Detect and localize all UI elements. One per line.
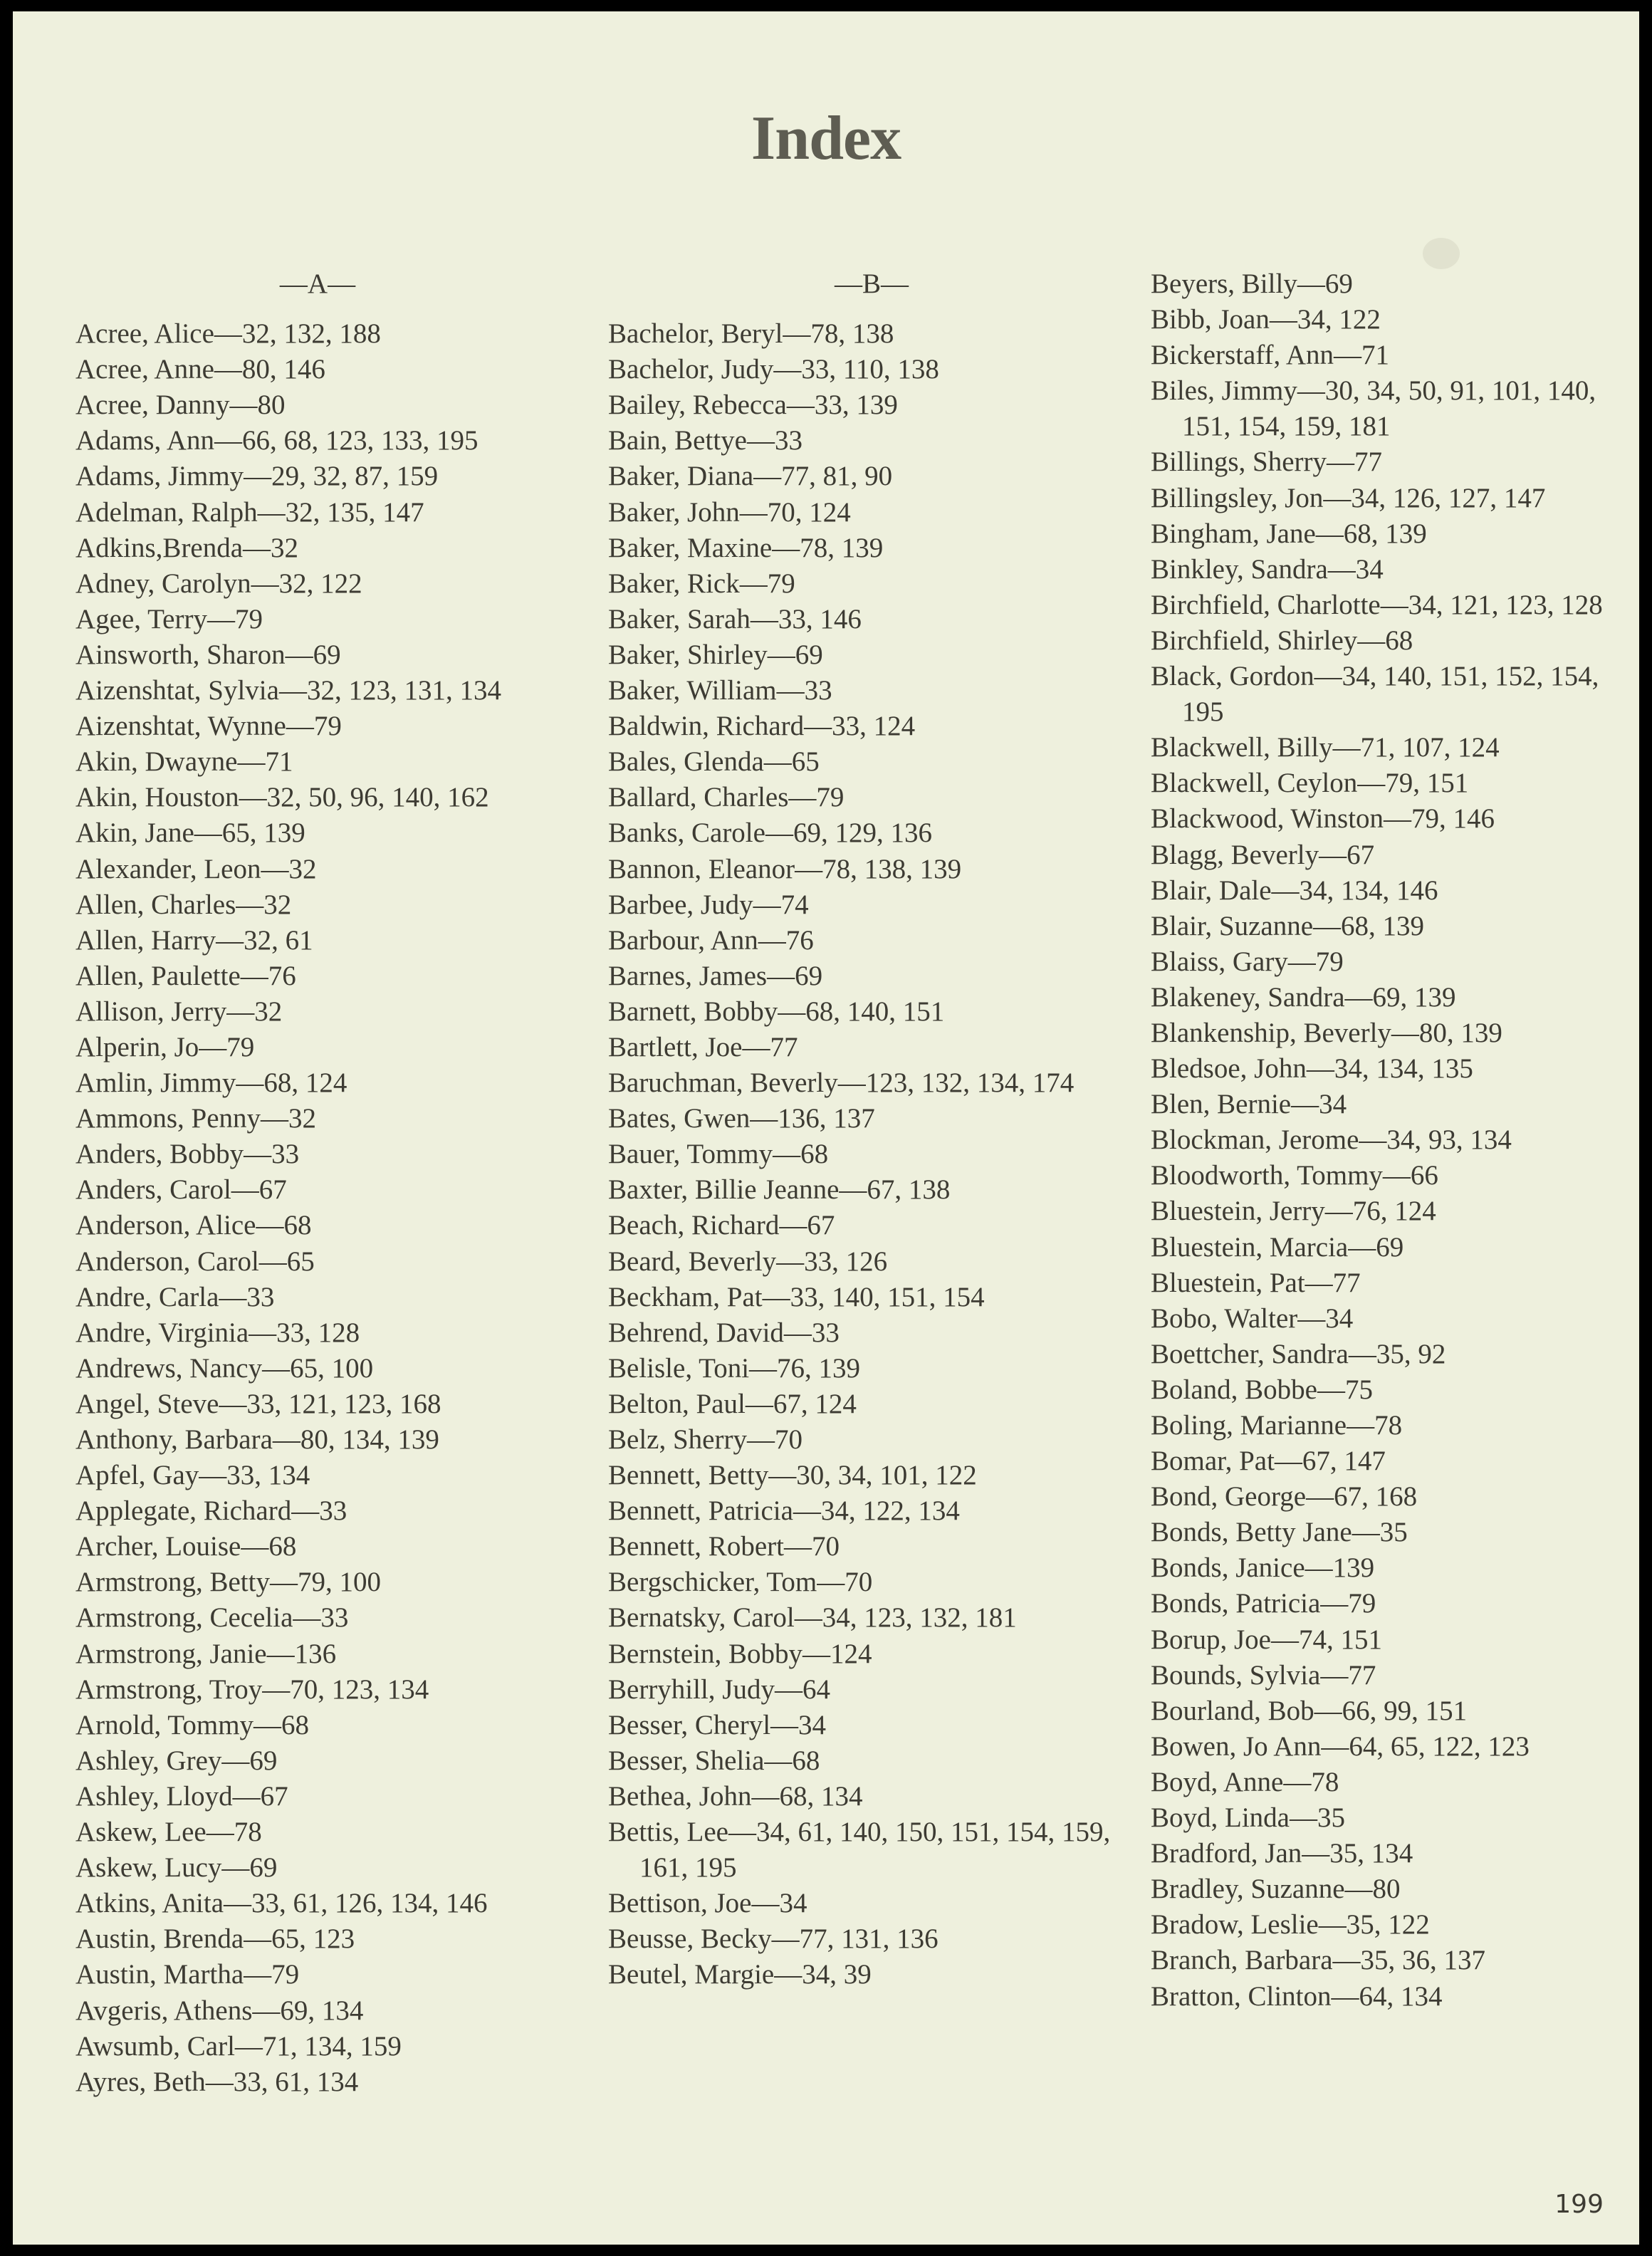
index-entry: Aizenshtat, Sylvia—32, 123, 131, 134 [75,675,501,706]
index-entry: Askew, Lee—78 [75,1817,262,1848]
index-entry: Berryhill, Judy—64 [608,1673,830,1705]
index-entry: Applegate, Richard—33 [75,1495,347,1527]
index-entry: Bourland, Bob—66, 99, 151 [1151,1695,1468,1726]
index-entry: Bonds, Janice—139 [1151,1552,1375,1584]
index-entry: Adams, Jimmy—29, 32, 87, 159 [75,461,439,492]
paper-stain [1423,238,1460,269]
index-entry: Blen, Bernie—34 [1151,1089,1347,1120]
index-entry: Apfel, Gay—33, 134 [75,1460,310,1491]
index-entry: Barbee, Judy—74 [608,889,809,920]
index-entry: Bickerstaff, Ann—71 [1151,340,1390,371]
index-entry: Bonds, Patricia—79 [1151,1588,1376,1619]
index-entry: Austin, Brenda—65, 123 [75,1923,355,1955]
index-entry: Boland, Bobbe—75 [1151,1374,1373,1405]
index-entry: Baker, Diana—77, 81, 90 [608,461,893,492]
index-entry: Baker, Sarah—33, 146 [608,603,862,634]
index-entry: Akin, Houston—32, 50, 96, 140, 162 [75,782,489,813]
index-entry: Ashley, Lloyd—67 [75,1780,288,1812]
index-entry: Allen, Charles—32 [75,889,292,920]
index-entry: Andre, Virginia—33, 128 [75,1317,360,1348]
index-entry: Birchfield, Shirley—68 [1151,625,1413,656]
index-entry: Banks, Carole—69, 129, 136 [608,818,932,849]
index-entry: Blackwell, Billy—71, 107, 124 [1151,732,1500,763]
index-entry: Blair, Dale—34, 134, 146 [1151,874,1438,906]
index-entry: Barbour, Ann—76 [608,924,814,956]
index-entry: Armstrong, Cecelia—33 [75,1602,349,1634]
index-entry: Bates, Gwen—136, 137 [608,1103,875,1134]
index-entry: Belisle, Toni—76, 139 [608,1352,861,1384]
index-entry: Blackwell, Ceylon—79, 151 [1151,768,1469,799]
index-entry: Bibb, Joan—34, 122 [1151,304,1381,335]
index-entry: Belz, Sherry—70 [608,1424,803,1455]
index-entry: Bachelor, Judy—33, 110, 138 [608,354,939,385]
index-entry: Adams, Ann—66, 68, 123, 133, 195 [75,425,479,456]
index-entry: Allen, Harry—32, 61 [75,924,313,956]
index-entry: Bergschicker, Tom—70 [608,1567,873,1598]
index-entry: Barnett, Bobby—68, 140, 151 [608,996,945,1027]
index-entry: Biles, Jimmy—30, 34, 50, 91, 101, 140, 151, 154, 159, 181 [1151,375,1596,442]
index-entry: Bradford, Jan—35, 134 [1151,1838,1413,1869]
index-entry: Bledsoe, John—34, 134, 135 [1151,1053,1473,1085]
index-entry: Akin, Jane—65, 139 [75,818,305,849]
index-column-c [1151,266,1614,2015]
index-entry: Anders, Bobby—33 [75,1139,300,1170]
index-entry: Armstrong, Janie—136 [75,1638,337,1669]
index-entry: Blankenship, Beverly—80, 139 [1151,1017,1502,1048]
index-entry: Baker, John—70, 124 [608,496,851,528]
index-entry: Bernstein, Bobby—124 [608,1638,872,1669]
index-entry: Armstrong, Troy—70, 123, 134 [75,1673,429,1705]
index-entry: Borup, Joe—74, 151 [1151,1624,1382,1655]
index-entry: Bonds, Betty Jane—35 [1151,1517,1408,1548]
index-entry: Bennett, Robert—70 [608,1531,840,1562]
index-entry: Barnes, James—69 [608,960,823,991]
index-entry: Bennett, Patricia—34, 122, 134 [608,1495,960,1527]
index-entry: Birchfield, Charlotte—34, 121, 123, 128 [1151,589,1603,620]
index-entry: Ashley, Grey—69 [75,1745,278,1776]
index-entry: Beutel, Margie—34, 39 [608,1959,872,1990]
index-entry: Beard, Beverly—33, 126 [608,1246,888,1277]
index-entry: Branch, Barbara—35, 36, 137 [1151,1945,1486,1976]
index-entry: Bowen, Jo Ann—64, 65, 122, 123 [1151,1730,1530,1762]
index-entry: Bratton, Clinton—64, 134 [1151,1980,1443,2012]
index-entry: Andrews, Nancy—65, 100 [75,1352,374,1384]
index-entry: Archer, Louise—68 [75,1531,297,1562]
index-entry: Anders, Carol—67 [75,1174,287,1206]
index-entry: Aizenshtat, Wynne—79 [75,711,342,742]
index-entry: Anderson, Carol—65 [75,1246,315,1277]
index-entry: Bennett, Betty—30, 34, 101, 122 [608,1460,977,1491]
section-letter-b: —B— [834,268,909,299]
index-entry: Blair, Suzanne—68, 139 [1151,910,1425,941]
index-entry: Binkley, Sandra—34 [1151,553,1384,585]
index-entry: Bluestein, Marcia—69 [1151,1231,1404,1263]
index-entry: Bain, Bettye—33 [608,425,803,456]
index-entry: Ballard, Charles—79 [608,782,845,813]
index-entry: Bauer, Tommy—68 [608,1139,829,1170]
index-entry: Beach, Richard—67 [608,1210,835,1241]
index-entry: Boyd, Anne—78 [1151,1766,1339,1797]
index-entry: Akin, Dwayne—71 [75,746,293,778]
index-entry: Baruchman, Beverly—123, 132, 134, 174 [608,1067,1075,1099]
index-entry: Armstrong, Betty—79, 100 [75,1567,381,1598]
index-entry: Bernatsky, Carol—34, 123, 132, 181 [608,1602,1017,1634]
index-entry: Belton, Paul—67, 124 [608,1388,857,1419]
index-column-b [608,266,1135,1993]
index-entry: Bettison, Joe—34 [608,1888,807,1919]
index-entry: Bobo, Walter—34 [1151,1302,1354,1334]
index-entry: Blaiss, Gary—79 [1151,946,1344,977]
index-entry: Acree, Alice—32, 132, 188 [75,318,381,350]
index-entry: Acree, Danny—80 [75,390,286,421]
index-entry: Baker, William—33 [608,675,832,706]
index-entry: Beyers, Billy—69 [1151,268,1353,299]
section-letter-a: —A— [279,268,356,299]
index-entry: Bradley, Suzanne—80 [1151,1874,1401,1905]
index-entry: Blakeney, Sandra—69, 139 [1151,981,1456,1013]
index-entry: Anderson, Alice—68 [75,1210,312,1241]
index-entry: Blagg, Beverly—67 [1151,839,1375,870]
index-entry: Awsumb, Carl—71, 134, 159 [75,2030,402,2062]
index-entry: Atkins, Anita—33, 61, 126, 134, 146 [75,1888,488,1919]
index-entry: Bluestein, Pat—77 [1151,1267,1361,1298]
index-entry: Bond, George—67, 168 [1151,1481,1418,1513]
index-entry: Arnold, Tommy—68 [75,1709,310,1740]
index-entry: Billingsley, Jon—34, 126, 127, 147 [1151,482,1546,513]
index-entry: Allison, Jerry—32 [75,996,283,1027]
index-entry: Baker, Shirley—69 [608,639,823,670]
index-entry: Bluestein, Jerry—76, 124 [1151,1196,1436,1227]
page-title: Index [751,104,901,173]
index-entry: Baker, Rick—79 [608,568,795,599]
index-entry: Adelman, Ralph—32, 135, 147 [75,496,424,528]
page-number: 199 [1554,2190,1604,2219]
index-entry: Bartlett, Joe—77 [608,1031,798,1062]
index-entry: Anthony, Barbara—80, 134, 139 [75,1424,439,1455]
index-entry: Bingham, Jane—68, 139 [1151,518,1427,549]
index-entry: Agee, Terry—79 [75,603,263,634]
entry-list-c [1151,266,1614,2015]
entry-list-a [75,316,588,2100]
index-entry: Baker, Maxine—78, 139 [608,532,884,563]
index-entry: Askew, Lucy—69 [75,1852,278,1884]
index-entry: Ainsworth, Sharon—69 [75,639,341,670]
index-entry: Ammons, Penny—32 [75,1103,317,1134]
index-entry: Bachelor, Beryl—78, 138 [608,318,894,350]
index-entry: Alperin, Jo—79 [75,1031,255,1062]
index-entry: Acree, Anne—80, 146 [75,354,325,385]
index-entry: Boling, Marianne—78 [1151,1410,1403,1441]
index-entry: Alexander, Leon—32 [75,853,317,884]
index-entry: Billings, Sherry—77 [1151,446,1383,478]
index-entry: Blockman, Jerome—34, 93, 134 [1151,1124,1512,1156]
index-entry: Bomar, Pat—67, 147 [1151,1446,1386,1477]
index-entry: Bounds, Sylvia—77 [1151,1659,1376,1691]
index-entry: Adkins,Brenda—32 [75,532,299,563]
index-entry: Beckham, Pat—33, 140, 151, 154 [608,1281,985,1312]
index-entry: Austin, Martha—79 [75,1959,300,1990]
index-entry: Beusse, Becky—77, 131, 136 [608,1923,939,1955]
index-entry: Besser, Shelia—68 [608,1745,820,1776]
index-entry: Boettcher, Sandra—35, 92 [1151,1338,1446,1369]
index-entry: Andre, Carla—33 [75,1281,275,1312]
index-entry: Ayres, Beth—33, 61, 134 [75,2066,359,2097]
index-entry: Bales, Glenda—65 [608,746,820,778]
index-page [13,11,1639,2245]
index-entry: Blackwood, Winston—79, 146 [1151,803,1495,835]
index-entry: Besser, Cheryl—34 [608,1709,827,1740]
index-entry: Behrend, David—33 [608,1317,840,1348]
index-entry: Baxter, Billie Jeanne—67, 138 [608,1174,951,1206]
index-entry: Bradow, Leslie—35, 122 [1151,1909,1430,1941]
index-entry: Avgeris, Athens—69, 134 [75,1995,364,2026]
index-entry: Amlin, Jimmy—68, 124 [75,1067,347,1099]
index-entry: Bannon, Eleanor—78, 138, 139 [608,853,962,884]
index-entry: Adney, Carolyn—32, 122 [75,568,362,599]
index-entry: Allen, Paulette—76 [75,960,296,991]
index-entry: Baldwin, Richard—33, 124 [608,711,916,742]
index-entry: Bloodworth, Tommy—66 [1151,1160,1438,1191]
index-entry: Bettis, Lee—34, 61, 140, 150, 151, 154, 159, 161, 195 [608,1817,1111,1884]
entry-list-b [608,316,1135,1993]
index-entry: Black, Gordon—34, 140, 151, 152, 154, 195 [1151,661,1599,728]
index-entry: Boyd, Linda—35 [1151,1802,1345,1834]
index-column-a [75,266,588,2100]
index-entry: Bailey, Rebecca—33, 139 [608,390,898,421]
index-entry: Bethea, John—68, 134 [608,1780,863,1812]
index-entry: Angel, Steve—33, 121, 123, 168 [75,1388,441,1419]
